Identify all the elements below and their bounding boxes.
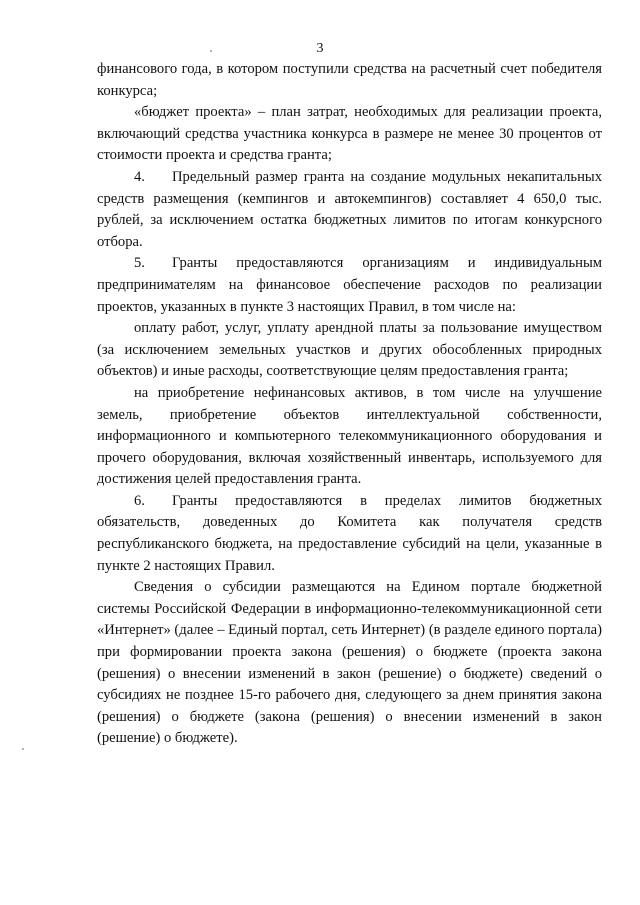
paragraph-text: финансового года, в котором поступили средства на расчетный счет победителя конкурса;	[97, 61, 602, 99]
paragraph-payment-of-work	[97, 318, 602, 383]
paragraph-text: Предельный размер гранта на создание модульных некапитальных средств размещения (кемпингов и автокемпингов) составляет 4 650,0 тыс. рублей, за исключением остатка бюджетных лимитов по итогам конкурсного отбора.	[97, 168, 602, 250]
scan-speck	[210, 50, 212, 52]
paragraph-item-4	[97, 167, 602, 253]
document-body	[97, 59, 602, 750]
item-number: 4.	[134, 168, 145, 185]
paragraph-text: Гранты предоставляются организациям и индивидуальным предпринимателям на финансовое обеспечение расходов по реализации проектов, указанных в пункте 3 настоящих Правил, в том числе на:	[97, 255, 602, 315]
paragraph-text: «бюджет проекта» – план затрат, необходимых для реализации проекта, включающий средства участника конкурса в размере не менее 30 процентов от стоимости проекта и средства гранта;	[97, 104, 602, 164]
paragraph-text: оплату работ, услуг, уплату арендной платы за пользование имуществом (за исключением земельных участков и других обособленных природных объектов) и иные расходы, соответствующие целям предоставления гранта;	[97, 320, 602, 380]
paragraph-item-5	[97, 253, 602, 318]
paragraph-continuation	[97, 59, 602, 102]
paragraph-budget-definition	[97, 102, 602, 167]
paragraph-non-financial-assets	[97, 383, 602, 491]
page-number: 3	[316, 41, 324, 56]
paragraph-text: Гранты предоставляются в пределах лимитов бюджетных обязательств, доведенных до Комитета как получателя средств республиканского бюджета, на предоставление субсидий на цели, указанные в пункте 2 настоящих Правил.	[97, 492, 602, 574]
paragraph-text: Сведения о субсидии размещаются на Едином портале бюджетной системы Российской Федерации в информационно-телекоммуникационной сети «Интернет» (далее – Единый портал, сеть Интернет) (в разделе единого портала) при формировании проекта закона (решения) о бюджете (проекта закона (решения) о внесении изменений в закон (решение) о бюджете) сведений о субсидиях не позднее 15-го рабочего дня, следующего за днем принятия закона (решения) о бюджете (закона (решения) о внесении изменений в закон (решение) о бюджете).	[97, 579, 602, 747]
paragraph-subsidy-info	[97, 577, 602, 750]
paragraph-item-6	[97, 491, 602, 577]
item-number: 5.	[134, 255, 145, 272]
scan-speck	[22, 748, 24, 750]
paragraph-text: на приобретение нефинансовых активов, в том числе на улучшение земель, приобретение объектов интеллектуальной собственности, информационного и компьютерного телекоммуникационного оборудования и прочего оборудования, включая хозяйственный инвентарь, используемого для достижения целей предоставления гранта.	[97, 384, 602, 488]
item-number: 6.	[134, 492, 145, 509]
